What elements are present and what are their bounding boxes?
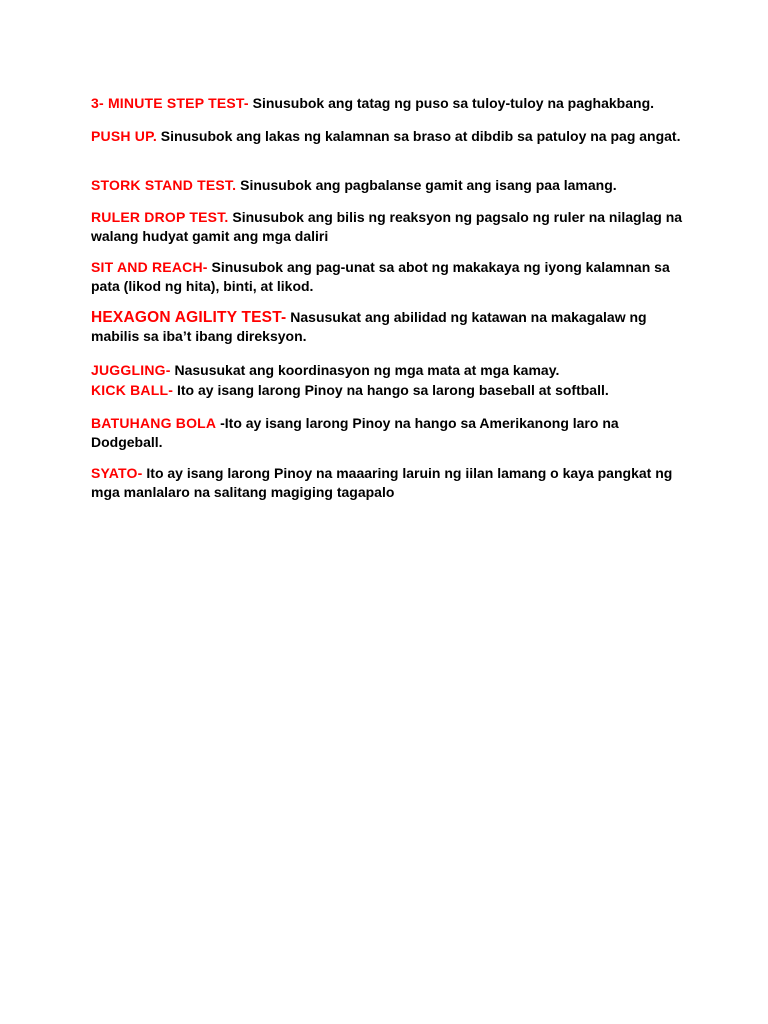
- entry-syato: [91, 464, 691, 502]
- entry-hexagon-agility-test: [91, 308, 691, 346]
- entry-term: 3- MINUTE STEP TEST-: [91, 95, 249, 111]
- entry-stork-stand-test: [91, 176, 691, 195]
- entry-term: STORK STAND TEST.: [91, 177, 237, 193]
- entry-description: Sinusubok ang tatag ng puso sa tuloy-tuloy na paghakbang.: [248, 95, 655, 111]
- entry-description: Nasusukat ang abilidad ng katawan na makagalaw ng mabilis sa iba’t ibang direksyon.: [91, 309, 647, 344]
- entry-term: PUSH UP.: [91, 128, 157, 144]
- entry-term: JUGGLING-: [91, 362, 171, 378]
- entry-juggling: [91, 361, 691, 380]
- entry-batuhang-bola: [91, 414, 691, 452]
- entry-description: Sinusubok ang lakas ng kalamnan sa braso at dibdib sa patuloy na pag angat.: [156, 128, 681, 144]
- entry-description: Sinusubok ang bilis ng reaksyon ng pagsalo ng ruler na nilaglag na walang hudyat gamit ang mga daliri: [91, 209, 683, 244]
- entry-term: SYATO-: [91, 465, 143, 481]
- entry-3-minute-step-test: [91, 94, 691, 113]
- entry-sit-and-reach: [91, 258, 691, 296]
- entry-kick-ball: [91, 381, 691, 400]
- entry-term: SIT AND REACH-: [91, 259, 208, 275]
- entry-description: Ito ay isang larong Pinoy na maaaring laruin ng iilan lamang o kaya pangkat ng mga manlalaro na salitang magiging tagapalo: [91, 465, 673, 500]
- entry-term: RULER DROP TEST.: [91, 209, 229, 225]
- entry-description: Sinusubok ang pag-unat sa abot ng makakaya ng iyong kalamnan sa pata (likod ng hita), binti, at likod.: [91, 259, 670, 294]
- entry-description: Nasusukat ang koordinasyon ng mga mata at mga kamay.: [170, 362, 560, 378]
- entry-term: HEXAGON AGILITY TEST-: [91, 309, 287, 326]
- entry-push-up: [91, 127, 691, 146]
- entry-term: BATUHANG BOLA: [91, 415, 217, 431]
- entry-ruler-drop-test: [91, 208, 691, 246]
- entry-description: Ito ay isang larong Pinoy na hango sa larong baseball at softball.: [173, 382, 609, 398]
- entry-term: KICK BALL-: [91, 382, 174, 398]
- entry-description: Sinusubok ang pagbalanse gamit ang isang paa lamang.: [236, 177, 617, 193]
- entry-description: -Ito ay isang larong Pinoy na hango sa Amerikanong laro na Dodgeball.: [91, 415, 619, 450]
